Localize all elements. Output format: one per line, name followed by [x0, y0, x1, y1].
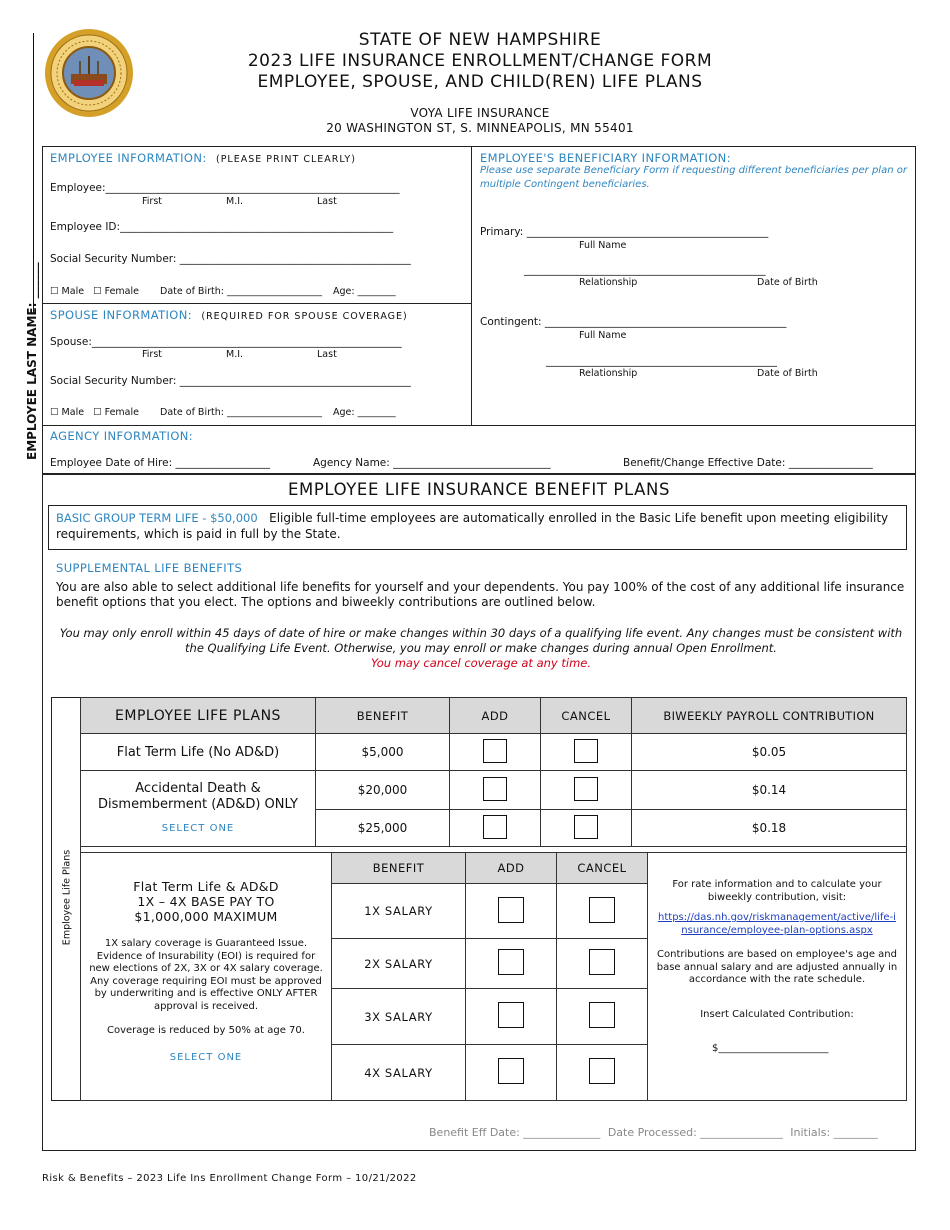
- salary-plan-description: Flat Term Life & AD&D 1X – 4X BASE PAY TO $1,000,000 MAXIMUM 1X salary coverage is Guaranteed Issue. Evidence of Insurability (EOI) is required for new elections of 2X, 3X or 4X salary coverage. Any coverage requiring EOI must be approved by underwriting and is effective ONLY AFTER approval is received. Coverage is reduced by 50% at age 70. SELECT ONE: [81, 853, 332, 1101]
- hire-date-field[interactable]: Employee Date of Hire: __________________: [50, 457, 270, 469]
- spouse-age-field[interactable]: Age: ________: [333, 407, 396, 418]
- spouse-ssn-field[interactable]: Social Security Number: ____________________________________________: [50, 375, 411, 387]
- salary-3x: 3X SALARY: [332, 989, 466, 1045]
- primary-dob-caption: Date of Birth: [757, 277, 818, 288]
- spouse-mi-caption: M.I.: [226, 349, 244, 360]
- calculated-contribution-field[interactable]: $______________________: [712, 1043, 829, 1054]
- agency-title: AGENCY INFORMATION:: [50, 429, 194, 443]
- initials-field[interactable]: Initials: ________: [790, 1126, 878, 1139]
- header-plans: EMPLOYEE LIFE PLANS: [81, 698, 316, 734]
- primary-relationship-caption: Relationship: [579, 277, 638, 288]
- salary-header-add: ADD: [466, 853, 557, 884]
- flat-term-contribution: $0.05: [632, 734, 907, 771]
- office-use-line: [429, 1126, 878, 1139]
- beneficiary-note: Please use separate Beneficiary Form if requesting different beneficiaries per plan or multiple Contingent beneficiaries.: [480, 165, 907, 190]
- contingent-relationship-caption: Relationship: [579, 368, 638, 379]
- salary-header-benefit: BENEFIT: [332, 853, 466, 884]
- add-contribution-20000: $0.14: [632, 771, 907, 810]
- flat-term-label: Flat Term Life (No AD&D): [81, 734, 316, 771]
- add-25000-cancel-checkbox[interactable]: [574, 815, 598, 839]
- header-cancel: CANCEL: [541, 698, 632, 734]
- header-add: ADD: [450, 698, 541, 734]
- contingent-relationship-field[interactable]: ____________________________________________: [546, 355, 777, 367]
- flat-term-add-checkbox[interactable]: [483, 739, 507, 763]
- employee-info-note: (PLEASE PRINT CLEARLY): [216, 154, 356, 165]
- spouse-dob-field[interactable]: Date of Birth: ____________________: [160, 407, 322, 418]
- beneficiary-title: EMPLOYEE'S BENEFICIARY INFORMATION:: [480, 151, 731, 165]
- spouse-male-checkbox[interactable]: ☐ Male: [50, 407, 85, 418]
- primary-beneficiary-field[interactable]: Primary: ______________________________________________: [480, 226, 769, 238]
- employee-id-field[interactable]: Employee ID:____________________________________________________: [50, 221, 394, 233]
- spouse-name-field[interactable]: Spouse:___________________________________________________________: [50, 336, 402, 348]
- spouse-last-caption: Last: [317, 349, 337, 360]
- header-line2: 2023 LIFE INSURANCE ENROLLMENT/CHANGE FORM: [247, 51, 713, 71]
- male-checkbox[interactable]: ☐ Male: [50, 286, 85, 297]
- table-row: [81, 771, 907, 810]
- salary-2x-cancel-checkbox[interactable]: [589, 949, 615, 975]
- select-one-salary: SELECT ONE: [169, 1052, 243, 1063]
- table-row: [81, 734, 907, 771]
- salary-1x-add-checkbox[interactable]: [498, 897, 524, 923]
- date-processed-field[interactable]: Date Processed: _______________: [607, 1126, 783, 1139]
- add-20000-add-checkbox[interactable]: [483, 777, 507, 801]
- effective-date-field[interactable]: Benefit/Change Effective Date: ________________: [623, 457, 873, 469]
- salary-1x: 1X SALARY: [332, 884, 466, 939]
- supplemental-text: You are also able to select additional life benefits for yourself and your dependents. You pay 100% of the cost of any additional life insurance benefit options that you elect. The options and biweekly contributions are outlined below.: [56, 580, 905, 609]
- benefit-plans-title: EMPLOYEE LIFE INSURANCE BENEFIT PLANS: [287, 480, 671, 499]
- spouse-first-caption: First: [142, 349, 162, 360]
- employee-last-name-field[interactable]: EMPLOYEE LAST NAME: ______: [25, 262, 39, 460]
- salary-2x-add-checkbox[interactable]: [498, 949, 524, 975]
- rate-link[interactable]: https://das.nh.gov/riskmanagement/active/life-insurance/employee-plan-options.aspx: [658, 912, 896, 936]
- spouse-info-title: SPOUSE INFORMATION:: [50, 308, 193, 322]
- cancel-note: You may cancel coverage at any time.: [370, 656, 592, 670]
- add-contribution-25000: $0.18: [632, 810, 907, 847]
- add-only-plan: Accidental Death & Dismemberment (AD&D) ONLY SELECT ONE: [81, 771, 316, 847]
- insurer-address: 20 WASHINGTON ST, S. MINNEAPOLIS, MN 55401: [326, 121, 634, 135]
- salary-3x-add-checkbox[interactable]: [498, 1002, 524, 1028]
- first-caption: First: [142, 196, 162, 207]
- employee-info-title: EMPLOYEE INFORMATION:: [50, 151, 207, 165]
- spouse-info-note: (REQUIRED FOR SPOUSE COVERAGE): [201, 311, 408, 322]
- employee-ssn-field[interactable]: Social Security Number: ____________________________________________: [50, 253, 411, 265]
- employee-dob-field[interactable]: Date of Birth: ____________________: [160, 286, 322, 297]
- supplemental-title: SUPPLEMENTAL LIFE BENEFITS: [56, 561, 243, 575]
- agency-name-field[interactable]: Agency Name: ______________________________: [313, 457, 551, 469]
- add-25000-add-checkbox[interactable]: [483, 815, 507, 839]
- flat-term-cancel-checkbox[interactable]: [574, 739, 598, 763]
- flat-term-benefit: $5,000: [316, 734, 450, 771]
- last-caption: Last: [317, 196, 337, 207]
- employee-name-field[interactable]: Employee:________________________________________________________: [50, 182, 400, 194]
- header-benefit: BENEFIT: [316, 698, 450, 734]
- enrollment-note: You may only enroll within 45 days of date of hire or make changes within 30 days of a qualifying life event. Any changes must be consistent with the Qualifying Life Event. Otherwise, you may enroll or make changes during annual Open Enrollment. You may cancel coverage at any time.: [56, 626, 906, 671]
- employee-age-field[interactable]: Age: ________: [333, 286, 396, 297]
- add-20000-cancel-checkbox[interactable]: [574, 777, 598, 801]
- state-seal: [44, 28, 134, 118]
- primary-fullname-caption: Full Name: [579, 240, 627, 251]
- add-benefit-25000: $25,000: [316, 810, 450, 847]
- basic-life-section: BASIC GROUP TERM LIFE - $50,000 Eligible full-time employees are automatically enrolled in the Basic Life benefit upon meeting eligibility requirements, which is paid in full by the State.: [56, 511, 889, 541]
- contingent-fullname-caption: Full Name: [579, 330, 627, 341]
- contingent-dob-caption: Date of Birth: [757, 368, 818, 379]
- salary-header-cancel: CANCEL: [557, 853, 648, 884]
- rate-info-cell: For rate information and to calculate your biweekly contribution, visit: https://das.nh.gov/riskmanagement/active/life-insurance/employee-plan-options.aspx Contributions are based on employee's age and base annual salary and are adjusted annually in accordance with the rate schedule. Insert Calculated Contribution: $______________________: [648, 853, 907, 1101]
- header-line1: STATE OF NEW HAMPSHIRE: [358, 30, 602, 50]
- salary-2x: 2X SALARY: [332, 939, 466, 989]
- footer: Risk & Benefits – 2023 Life Ins Enrollment Change Form – 10/21/2022: [42, 1173, 417, 1184]
- salary-1x-cancel-checkbox[interactable]: [589, 897, 615, 923]
- mi-caption: M.I.: [226, 196, 244, 207]
- salary-4x: 4X SALARY: [332, 1045, 466, 1101]
- primary-relationship-field[interactable]: ______________________________________________: [524, 264, 766, 276]
- insurer-name: VOYA LIFE INSURANCE: [410, 106, 550, 120]
- salary-3x-cancel-checkbox[interactable]: [589, 1002, 615, 1028]
- benefit-eff-date-field[interactable]: Benefit Eff Date: ______________: [429, 1126, 601, 1139]
- add-benefit-20000: $20,000: [316, 771, 450, 810]
- select-one-add: SELECT ONE: [161, 822, 235, 834]
- salary-4x-cancel-checkbox[interactable]: [589, 1058, 615, 1084]
- header-contribution: BIWEEKLY PAYROLL CONTRIBUTION: [632, 698, 907, 734]
- header-line3: EMPLOYEE, SPOUSE, AND CHILD(REN) LIFE PLANS: [257, 72, 703, 92]
- employee-life-plans-side-label: Employee Life Plans: [61, 849, 73, 946]
- spouse-female-checkbox[interactable]: ☐ Female: [93, 407, 139, 418]
- salary-4x-add-checkbox[interactable]: [498, 1058, 524, 1084]
- female-checkbox[interactable]: ☐ Female: [93, 286, 139, 297]
- contingent-beneficiary-field[interactable]: Contingent: ______________________________________________: [480, 316, 787, 328]
